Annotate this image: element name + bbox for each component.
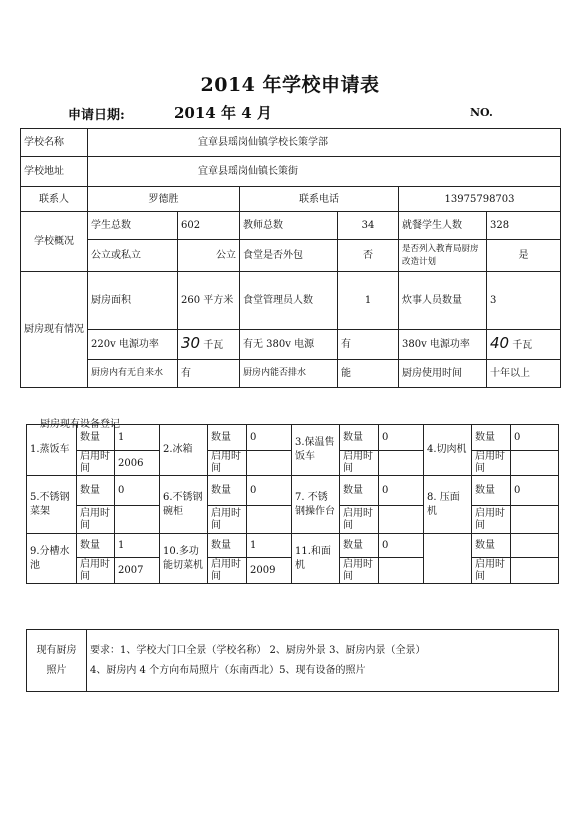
equipment-qty-value: 0 [379,476,424,506]
equipment-qty-label: 数量 [208,425,247,451]
equipment-start-value: 2007 [115,558,160,584]
kitchen-area-label: 厨房面积 [88,272,178,330]
phone-label: 联系电话 [240,187,399,212]
equipment-start-value [511,558,559,584]
diners-value: 328 [487,212,561,240]
equipment-start-value: 2006 [115,451,160,476]
equipment-start-label: 启用时间 [340,506,379,534]
tapwater-label: 厨房内有无自来水 [88,360,178,388]
power220-label: 220v 电源功率 [88,330,178,360]
equipment-start-label: 启用时间 [472,558,511,584]
equipment-name: 3.保温售饭车 [292,425,340,476]
equipment-name: 2.冰箱 [160,425,208,476]
school-name-label: 学校名称 [21,129,88,157]
overview-section-label: 学校概况 [21,212,88,272]
document-number-label: NO. [470,106,493,119]
apply-date-value: 2014 年 4 月 [174,104,272,122]
teachers-label: 教师总数 [240,212,338,240]
equipment-start-label: 启用时间 [208,558,247,584]
equipment-qty-label: 数量 [472,425,511,451]
equipment-start-value: 2009 [247,558,292,584]
equipment-qty-value: 0 [379,534,424,558]
equipment-qty-value: 0 [511,476,559,506]
equipment-start-value [115,506,160,534]
equipment-start-label: 启用时间 [472,451,511,476]
equipment-start-label: 启用时间 [340,451,379,476]
power220-cell [178,330,240,360]
school-address-label: 学校地址 [21,157,88,187]
photo-requirements-table [26,629,559,692]
school-type-label: 公立或私立 [88,240,178,272]
equipment-start-label: 启用时间 [472,506,511,534]
equipment-qty-label: 数量 [340,534,379,558]
school-info-table [20,128,561,388]
equipment-name: 5.不锈钢菜架 [27,476,77,534]
photo-label-cell [27,630,87,692]
equipment-start-value [247,451,292,476]
has380-value: 有 [338,330,399,360]
equipment-start-value [511,506,559,534]
equipment-table [26,424,559,584]
outsourced-label: 食堂是否外包 [240,240,338,272]
photo-requirement-line1: 要求：1、学校大门口全景（学校名称） 2、厨房外景 3、厨房内景（全景） [90,644,426,656]
equipment-name: 8. 压面机 [424,476,472,534]
usage-label: 厨房使用时间 [399,360,487,388]
equipment-name [424,534,472,584]
cooks-label: 炊事人员数量 [399,272,487,330]
equipment-start-label: 启用时间 [208,506,247,534]
equipment-name: 9.分槽水池 [27,534,77,584]
usage-value: 十年以上 [487,360,561,388]
photo-label-line2: 照片 [46,664,67,676]
equipment-qty-label: 数量 [77,534,115,558]
photo-requirements-cell [87,630,559,692]
phone-value: 13975798703 [399,187,561,212]
managers-value: 1 [338,272,399,330]
cooks-value: 3 [487,272,561,330]
equipment-qty-value: 0 [115,476,160,506]
equipment-qty-value: 1 [115,534,160,558]
apply-date-label: 申请日期: [68,108,125,123]
power220-value: 30 [181,334,201,352]
equipment-qty-value: 0 [247,425,292,451]
equipment-start-value [379,506,424,534]
renovation-plan-label: 是否列入教育局厨房改造计划 [399,240,487,272]
teachers-value: 34 [338,212,399,240]
equipment-name: 4.切肉机 [424,425,472,476]
drain-label: 厨房内能否排水 [240,360,338,388]
page-title: 2014 年学校申请表 [200,74,380,96]
power380-unit: 千瓦 [512,340,533,351]
kitchen-area-value: 260 平方米 [178,272,240,330]
diners-label: 就餐学生人数 [399,212,487,240]
equipment-qty-label: 数量 [208,534,247,558]
renovation-plan-value: 是 [487,240,561,272]
kitchen-section-label: 厨房现有情况 [21,272,88,388]
equipment-qty-label: 数量 [340,476,379,506]
equipment-name: 7. 不锈钢操作台 [292,476,340,534]
students-label: 学生总数 [88,212,178,240]
equipment-name: 6.不锈钢碗柜 [160,476,208,534]
equipment-start-value [511,451,559,476]
equipment-qty-value: 0 [247,476,292,506]
equipment-qty-value: 0 [511,425,559,451]
school-type-value: 公立 [178,240,240,272]
equipment-qty-value: 1 [115,425,160,451]
has380-label: 有无 380v 电源 [240,330,338,360]
drain-value: 能 [338,360,399,388]
equipment-name: 1.蒸饭车 [27,425,77,476]
equipment-qty-label: 数量 [340,425,379,451]
tapwater-value: 有 [178,360,240,388]
equipment-qty-label: 数量 [77,425,115,451]
equipment-heading: 厨房现有设备登记 [40,419,120,430]
school-name-value: 宜章县瑶岗仙镇学校长策学部 [88,129,561,157]
equipment-start-label: 启用时间 [208,451,247,476]
equipment-name: 10.多功能切菜机 [160,534,208,584]
power380-cell [487,330,561,360]
students-value: 602 [178,212,240,240]
power380-value: 40 [490,334,510,352]
equipment-qty-label: 数量 [208,476,247,506]
equipment-qty-label: 数量 [77,476,115,506]
power380-label: 380v 电源功率 [399,330,487,360]
managers-label: 食堂管理员人数 [240,272,338,330]
equipment-qty-value [511,534,559,558]
equipment-start-label: 启用时间 [77,558,115,584]
equipment-qty-value: 0 [379,425,424,451]
equipment-start-label: 启用时间 [77,506,115,534]
equipment-start-label: 启用时间 [77,451,115,476]
photo-label-line1: 现有厨房 [36,644,77,656]
equipment-qty-value: 1 [247,534,292,558]
equipment-start-value [379,558,424,584]
school-address-value: 宜章县瑶岗仙镇长策街 [88,157,561,187]
equipment-start-value [379,451,424,476]
equipment-qty-label: 数量 [472,534,511,558]
power220-unit: 千瓦 [203,340,224,351]
equipment-qty-label: 数量 [472,476,511,506]
equipment-name: 11.和面机 [292,534,340,584]
contact-label: 联系人 [21,187,88,212]
contact-value: 罗德胜 [88,187,240,212]
outsourced-value: 否 [338,240,399,272]
equipment-start-label: 启用时间 [340,558,379,584]
equipment-start-value [247,506,292,534]
photo-requirement-line2: 4、厨房内 4 个方向布局照片（东南西北）5、现有设备的照片 [90,664,366,676]
